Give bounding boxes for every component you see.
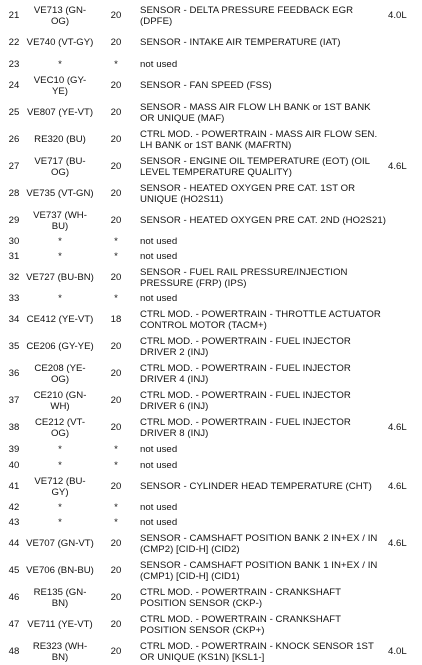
wire-code-cell: VE735 (VT-GN) bbox=[26, 188, 94, 199]
circuit-function-cell: SENSOR - HEATED OXYGEN PRE CAT. 2ND (HO2S21) bbox=[140, 215, 386, 226]
wire-gauge-cell: 20 bbox=[110, 341, 122, 352]
circuit-function-cell: SENSOR - MASS AIR FLOW LH BANK or 1ST BANK OR UNIQUE (MAF) bbox=[140, 101, 371, 124]
engine-variant-cell bbox=[386, 180, 422, 207]
wire-gauge-cell: * bbox=[114, 251, 118, 262]
engine-variant-cell bbox=[386, 441, 422, 457]
circuit-function-cell: SENSOR - CAMSHAFT POSITION BANK 2 IN+EX / IN (CMP2) [CID-H] (CID2) bbox=[140, 532, 378, 555]
wire-code-cell: * bbox=[58, 236, 62, 247]
wire-gauge-cell: 20 bbox=[110, 538, 122, 549]
table-row bbox=[0, 153, 422, 180]
engine-variant-cell bbox=[386, 126, 422, 153]
pin-number-cell: 42 bbox=[8, 502, 20, 513]
engine-variant-cell bbox=[386, 234, 422, 249]
wire-code-cell: RE323 (WH-BN) bbox=[32, 640, 88, 663]
wire-code-cell: VE727 (BU-BN) bbox=[26, 272, 94, 283]
circuit-function-cell: SENSOR - FUEL RAIL PRESSURE/INJECTION PRESSURE (FRP) (IPS) bbox=[140, 266, 348, 289]
wire-gauge-cell: 20 bbox=[110, 161, 122, 172]
table-row bbox=[0, 473, 422, 500]
table-row bbox=[0, 264, 422, 291]
engine-variant-cell bbox=[386, 29, 422, 56]
wire-code-cell: VE713 (GN-OG) bbox=[33, 4, 87, 27]
table-row bbox=[0, 611, 422, 638]
table-row bbox=[0, 99, 422, 126]
circuit-function-cell: CTRL MOD. - POWERTRAIN - FUEL INJECTOR DRIVER 8 (INJ) bbox=[140, 416, 351, 439]
engine-variant-cell bbox=[386, 360, 422, 387]
pin-number-cell: 38 bbox=[8, 422, 20, 433]
circuit-function-cell: not used bbox=[140, 236, 178, 247]
wire-code-cell: VE717 (BU-OG) bbox=[34, 155, 86, 178]
circuit-function-cell: SENSOR - DELTA PRESSURE FEEDBACK EGR (DPFE) bbox=[140, 4, 354, 27]
engine-variant-cell bbox=[386, 306, 422, 333]
wire-code-cell: VE737 (WH-BU) bbox=[33, 209, 87, 232]
wire-code-cell: VE740 (VT-GY) bbox=[26, 37, 94, 48]
wire-code-cell: * bbox=[58, 251, 62, 262]
wire-gauge-cell: * bbox=[114, 459, 118, 471]
table-row bbox=[0, 638, 422, 665]
pin-number-cell: 32 bbox=[8, 272, 20, 283]
wire-code-cell: * bbox=[58, 293, 62, 304]
circuit-function-cell: CTRL MOD. - POWERTRAIN - CRANKSHAFT POSITION SENSOR (CKP-) bbox=[140, 586, 341, 609]
table-row bbox=[0, 291, 422, 306]
table-row bbox=[0, 126, 422, 153]
connector-pinout-table bbox=[0, 2, 422, 665]
engine-variant-cell bbox=[386, 387, 422, 414]
engine-variant-cell bbox=[386, 333, 422, 360]
table-row bbox=[0, 2, 422, 29]
table-row bbox=[0, 249, 422, 264]
engine-variant-cell bbox=[386, 457, 422, 473]
wire-gauge-cell: 20 bbox=[110, 646, 122, 657]
table-row bbox=[0, 234, 422, 249]
pin-number-cell: 33 bbox=[8, 293, 20, 304]
circuit-function-cell: not used bbox=[140, 443, 178, 455]
table-row bbox=[0, 56, 422, 72]
wire-gauge-cell: 20 bbox=[110, 134, 122, 145]
wire-gauge-cell: 20 bbox=[110, 619, 122, 630]
wire-gauge-cell: * bbox=[114, 58, 118, 70]
engine-variant-cell: 4.6L bbox=[388, 161, 407, 172]
pin-number-cell: 39 bbox=[8, 443, 20, 455]
wire-gauge-cell: 20 bbox=[110, 215, 122, 226]
wire-code-cell: RE320 (BU) bbox=[34, 134, 86, 145]
wire-gauge-cell: 20 bbox=[110, 592, 122, 603]
pin-number-cell: 37 bbox=[8, 395, 20, 406]
engine-variant-cell: 4.6L bbox=[388, 538, 407, 549]
pinout-rows bbox=[0, 2, 422, 665]
circuit-function-cell: CTRL MOD. - POWERTRAIN - KNOCK SENSOR 1ST OR UNIQUE (KS1N) [KSL1-] bbox=[140, 640, 374, 663]
wire-gauge-cell: 20 bbox=[110, 481, 122, 492]
circuit-function-cell: CTRL MOD. - POWERTRAIN - FUEL INJECTOR DRIVER 4 (INJ) bbox=[140, 362, 351, 385]
pin-number-cell: 24 bbox=[8, 80, 20, 91]
wire-code-cell: CE212 (VT-OG) bbox=[34, 416, 86, 439]
wire-gauge-cell: * bbox=[114, 236, 118, 247]
table-row bbox=[0, 306, 422, 333]
wire-gauge-cell: 20 bbox=[110, 37, 122, 48]
engine-variant-cell bbox=[386, 515, 422, 530]
engine-variant-cell bbox=[386, 557, 422, 584]
circuit-function-cell: CTRL MOD. - POWERTRAIN - MASS AIR FLOW SEN. LH BANK or 1ST BANK (MAFRTN) bbox=[140, 128, 378, 151]
wire-code-cell: * bbox=[58, 517, 62, 528]
table-row bbox=[0, 441, 422, 457]
pin-number-cell: 48 bbox=[8, 646, 20, 657]
wire-code-cell: RE135 (GN-BN) bbox=[33, 586, 87, 609]
engine-variant-cell bbox=[386, 611, 422, 638]
wire-gauge-cell: * bbox=[114, 502, 118, 513]
pin-number-cell: 35 bbox=[8, 341, 20, 352]
table-row bbox=[0, 530, 422, 557]
table-row bbox=[0, 414, 422, 441]
wire-code-cell: VE706 (BN-BU) bbox=[26, 565, 94, 576]
engine-variant-cell: 4.0L bbox=[388, 10, 407, 21]
circuit-function-cell: CTRL MOD. - POWERTRAIN - CRANKSHAFT POSITION SENSOR (CKP+) bbox=[140, 613, 341, 636]
wire-gauge-cell: 20 bbox=[110, 10, 122, 21]
wire-gauge-cell: 20 bbox=[110, 565, 122, 576]
wire-gauge-cell: * bbox=[114, 517, 118, 528]
engine-variant-cell bbox=[386, 249, 422, 264]
circuit-function-cell: not used bbox=[140, 517, 178, 528]
table-row bbox=[0, 515, 422, 530]
circuit-function-cell: SENSOR - INTAKE AIR TEMPERATURE (IAT) bbox=[140, 37, 341, 48]
table-row bbox=[0, 333, 422, 360]
engine-variant-cell bbox=[386, 584, 422, 611]
engine-variant-cell bbox=[386, 207, 422, 234]
wire-code-cell: CE210 (GN-WH) bbox=[33, 389, 87, 412]
circuit-function-cell: CTRL MOD. - POWERTRAIN - FUEL INJECTOR DRIVER 6 (INJ) bbox=[140, 389, 351, 412]
engine-variant-cell bbox=[386, 500, 422, 515]
engine-variant-cell bbox=[386, 264, 422, 291]
wire-code-cell: VE712 (BU-GY) bbox=[34, 475, 86, 498]
wire-code-cell: * bbox=[58, 443, 62, 455]
table-row bbox=[0, 72, 422, 99]
circuit-function-cell: not used bbox=[140, 293, 178, 304]
circuit-function-cell: SENSOR - CYLINDER HEAD TEMPERATURE (CHT) bbox=[140, 481, 372, 492]
wire-code-cell: CE412 (YE-VT) bbox=[26, 314, 94, 325]
pin-number-cell: 21 bbox=[8, 10, 20, 21]
wire-code-cell: VE807 (YE-VT) bbox=[26, 107, 94, 118]
wire-gauge-cell: * bbox=[114, 293, 118, 304]
wire-gauge-cell: 20 bbox=[110, 272, 122, 283]
pin-number-cell: 30 bbox=[8, 236, 20, 247]
pin-number-cell: 28 bbox=[8, 188, 20, 199]
wire-code-cell: VEC10 (GY-YE) bbox=[33, 74, 87, 97]
circuit-function-cell: CTRL MOD. - POWERTRAIN - THROTTLE ACTUATOR CONTROL MOTOR (TACM+) bbox=[140, 308, 381, 331]
table-row bbox=[0, 387, 422, 414]
wire-gauge-cell: 20 bbox=[110, 395, 122, 406]
circuit-function-cell: not used bbox=[140, 251, 178, 262]
engine-variant-cell: 4.0L bbox=[388, 646, 407, 657]
table-row bbox=[0, 584, 422, 611]
wire-gauge-cell: * bbox=[114, 443, 118, 455]
table-row bbox=[0, 360, 422, 387]
pin-number-cell: 25 bbox=[8, 107, 20, 118]
circuit-function-cell: CTRL MOD. - POWERTRAIN - FUEL INJECTOR DRIVER 2 (INJ) bbox=[140, 335, 351, 358]
circuit-function-cell: SENSOR - HEATED OXYGEN PRE CAT. 1ST OR UNIQUE (HO2S11) bbox=[140, 182, 356, 205]
wire-code-cell: * bbox=[58, 502, 62, 513]
wire-gauge-cell: 20 bbox=[110, 188, 122, 199]
circuit-function-cell: SENSOR - CAMSHAFT POSITION BANK 1 IN+EX / IN (CMP1) [CID-H] (CID1) bbox=[140, 559, 378, 582]
pin-number-cell: 31 bbox=[8, 251, 20, 262]
engine-variant-cell: 4.6L bbox=[388, 422, 407, 433]
wire-gauge-cell: 20 bbox=[110, 107, 122, 118]
pin-number-cell: 36 bbox=[8, 368, 20, 379]
table-row bbox=[0, 207, 422, 234]
pin-number-cell: 41 bbox=[8, 481, 20, 492]
pin-number-cell: 43 bbox=[8, 517, 20, 528]
circuit-function-cell: not used bbox=[140, 58, 178, 70]
wire-gauge-cell: 20 bbox=[110, 80, 122, 91]
table-row bbox=[0, 457, 422, 473]
engine-variant-cell bbox=[386, 56, 422, 72]
wire-code-cell: * bbox=[58, 459, 62, 471]
engine-variant-cell: 4.6L bbox=[388, 481, 407, 492]
pin-number-cell: 27 bbox=[8, 161, 20, 172]
pin-number-cell: 46 bbox=[8, 592, 20, 603]
circuit-function-cell: SENSOR - FAN SPEED (FSS) bbox=[140, 80, 272, 91]
wire-code-cell: VE707 (GN-VT) bbox=[26, 538, 94, 549]
wire-gauge-cell: 18 bbox=[110, 314, 122, 325]
wire-gauge-cell: 20 bbox=[110, 422, 122, 433]
pin-number-cell: 34 bbox=[8, 314, 20, 325]
pin-number-cell: 45 bbox=[8, 565, 20, 576]
pin-number-cell: 22 bbox=[8, 37, 20, 48]
table-row bbox=[0, 557, 422, 584]
wire-code-cell: * bbox=[58, 58, 62, 70]
pin-number-cell: 29 bbox=[8, 215, 20, 226]
wire-code-cell: VE711 (YE-VT) bbox=[27, 619, 93, 630]
table-row bbox=[0, 500, 422, 515]
wire-code-cell: CE206 (GY-YE) bbox=[26, 341, 94, 352]
wire-gauge-cell: 20 bbox=[110, 368, 122, 379]
engine-variant-cell bbox=[386, 99, 422, 126]
engine-variant-cell bbox=[386, 72, 422, 99]
pin-number-cell: 26 bbox=[8, 134, 20, 145]
table-row bbox=[0, 29, 422, 56]
table-row bbox=[0, 180, 422, 207]
wire-code-cell: CE208 (YE-OG) bbox=[34, 362, 86, 385]
engine-variant-cell bbox=[386, 291, 422, 306]
circuit-function-cell: not used bbox=[140, 459, 178, 471]
circuit-function-cell: SENSOR - ENGINE OIL TEMPERATURE (EOT) (OIL LEVEL TEMPERATURE QUALITY) bbox=[140, 155, 370, 178]
pin-number-cell: 23 bbox=[8, 58, 20, 70]
pin-number-cell: 44 bbox=[8, 538, 20, 549]
circuit-function-cell: not used bbox=[140, 502, 178, 513]
pin-number-cell: 40 bbox=[8, 459, 20, 471]
pin-number-cell: 47 bbox=[8, 619, 20, 630]
